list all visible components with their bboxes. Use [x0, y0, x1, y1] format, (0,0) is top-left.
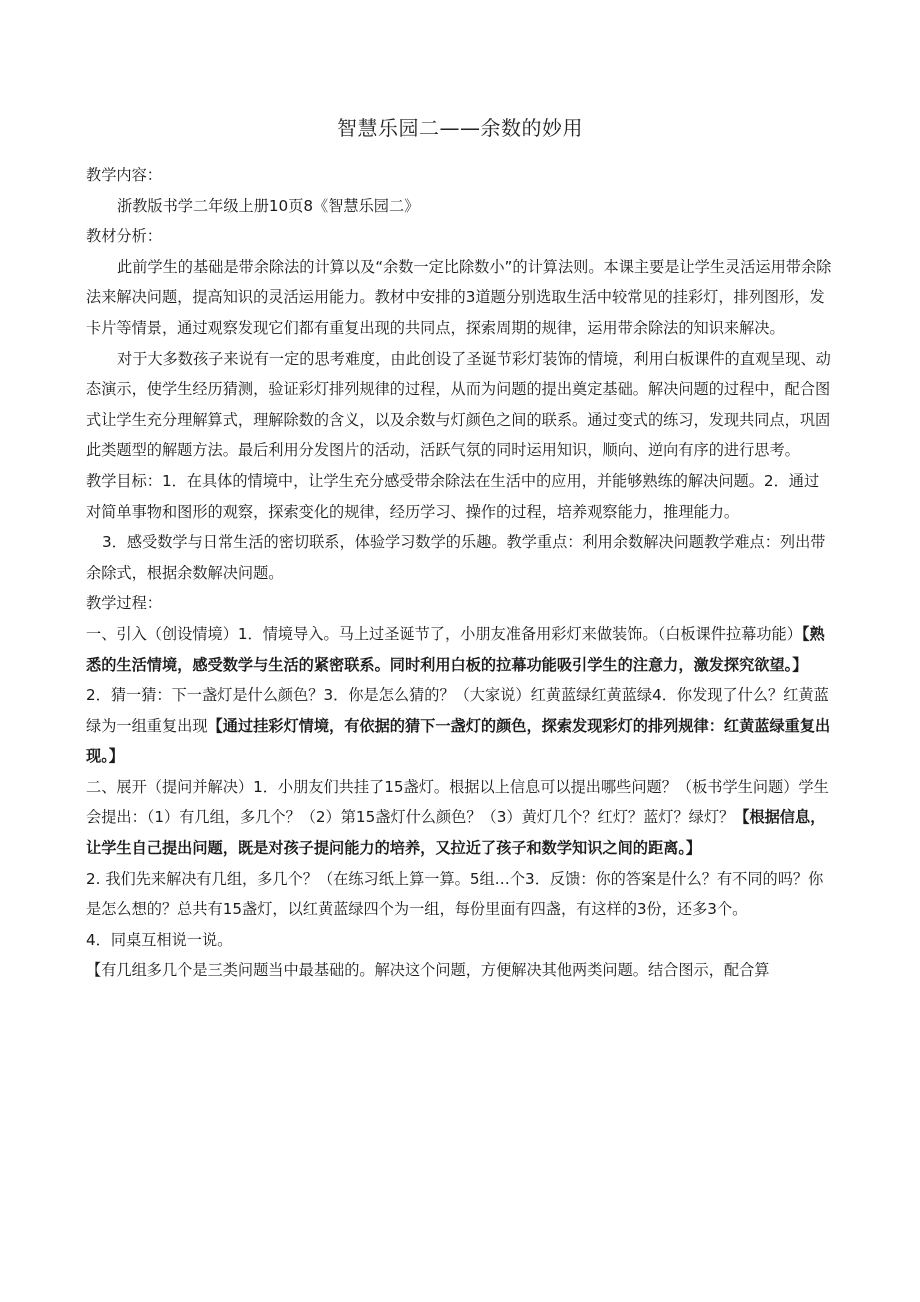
- process-step-intro: [86, 619, 834, 680]
- process-step-discuss: 4．同桌互相说一说。: [86, 930, 233, 949]
- material-analysis-paragraph-1: 此前学生的基础是带余除法的计算以及“余数一定比除数小”的计算法则。本课主要是让学生灵活运用带余除法来解决问题，提高知识的灵活运用能力。教材中安排的3道题分别选取生活中较常见的挂彩灯，排列图形，发卡片等情景，通过观察发现它们都有重复出现的共同点，探索周期的规律，运用带余除法的知识来解决。: [86, 257, 832, 337]
- process-step-intro-note: 【熟悉的生活情境，感受数学与生活的紧密联系。同时利用白板的拉幕功能吸引学生的注意力，激发探究欲望。】: [86, 624, 825, 674]
- process-step-guess-text: 2．猜一猜：下一盏灯是什么颜色？3．你是怎么猜的？（大家说）红黄蓝绿红黄蓝绿4．你发现了什么？红黄蓝绿为一组重复出现: [86, 686, 829, 735]
- teaching-goals-paragraph-2: 3．感受数学与日常生活的密切联系，体验学习数学的乐趣。教学重点：利用余数解决问题教学难点：列出带余除式，根据余数解决问题。: [86, 533, 826, 582]
- teaching-process-label: 教学过程：: [86, 594, 162, 613]
- process-step-guess: [86, 680, 834, 772]
- process-step-intro-text: 一、引入（创设情境）1．情境导入。马上过圣诞节了，小朋友准备用彩灯来做装饰。（白板课件拉幕功能）: [86, 624, 802, 643]
- teaching-content-label: 教学内容：: [86, 166, 162, 184]
- teaching-content-text: 浙教版书学二年级上册10页8《智慧乐园二》: [117, 196, 420, 215]
- process-step-expand: [86, 772, 834, 864]
- process-step-solve: 2. 我们先来解决有几组，多几个？（在练习纸上算一算。5组…个3．反馈：你的答案是什么？有不同的吗？你是怎么想的？总共有15盏灯，以红黄蓝绿四个为一组，每份里面有四盏，有这样的3份，还多3个。: [86, 869, 824, 919]
- process-step-guess-note: 【通过挂彩灯情境，有依据的猜下一盏灯的颜色，探索发现彩灯的排列规律：红黄蓝绿重复出现。】: [86, 716, 831, 766]
- document-title: 智慧乐园二——余数的妙用: [337, 116, 583, 140]
- process-step-expand-text: 二、展开（提问并解决）1．小朋友们共挂了15盏灯。根据以上信息可以提出哪些问题？（板书学生问题）学生会提出：（1）有几组，多几个？（2）第15盏灯什么颜色？（3）黄灯几个？红灯？蓝灯？绿灯？: [86, 777, 829, 827]
- document-body: [86, 160, 834, 986]
- process-step-expand-note: 【根据信息，让学生自己提出问题，既是对孩子提问能力的培养，又拉近了孩子和数学知识之间的距离。】: [86, 808, 826, 858]
- process-step-summary: 【有几组多几个是三类问题当中最基础的。解决这个问题，方便解决其他两类问题。结合图示，配合算: [86, 961, 770, 980]
- material-analysis-label: 教材分析：: [86, 227, 162, 246]
- material-analysis-paragraph-2: 对于大多数孩子来说有一定的思考难度，由此创设了圣诞节彩灯装饰的情境，利用白板课件的直观呈现、动态演示，使学生经历猜测，验证彩灯排列规律的过程，从而为问题的提出奠定基础。解决问题的过程中，配合图式让学生充分理解算式，理解除数的含义，以及余数与灯颜色之间的联系。通过变式的练习，发现共同点，巩固此类题型的解题方法。最后利用分发图片的活动，活跃气氛的同时运用知识，顺向、逆向有序的进行思考。: [86, 349, 831, 460]
- teaching-goals-paragraph-1: 教学目标：1．在具体的情境中，让学生充分感受带余除法在生活中的应用，并能够熟练的解决问题。2．通过对简单事物和图形的观察，探索变化的规律，经历学习、操作的过程，培养观察能力，推理能力。: [86, 471, 820, 521]
